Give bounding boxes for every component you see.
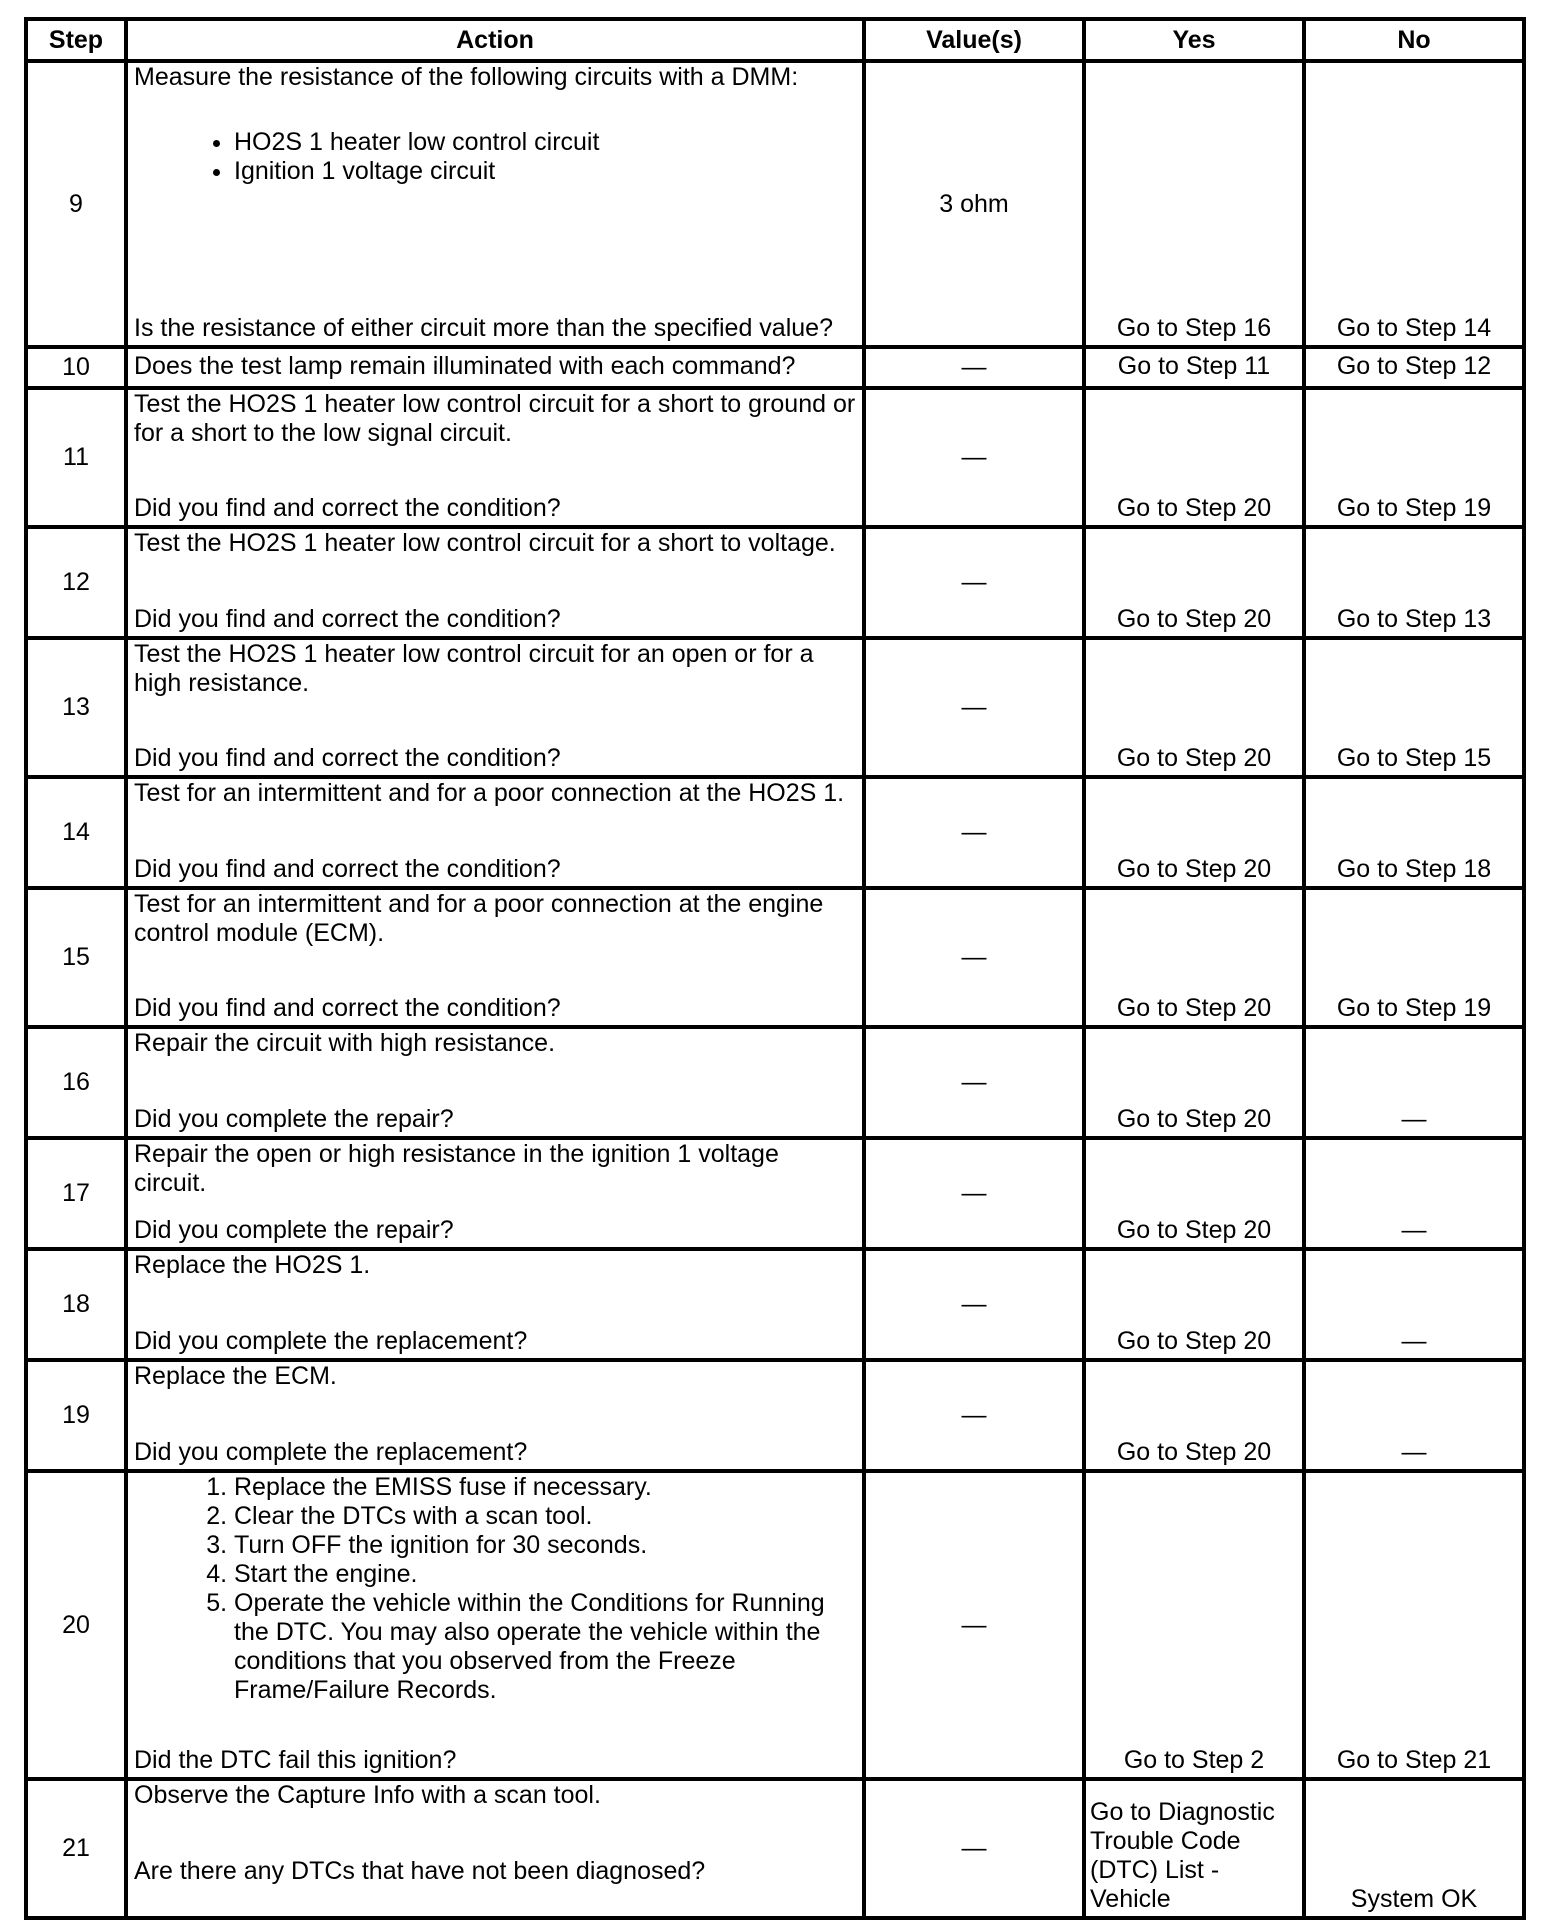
table-row — [26, 527, 1524, 638]
step-number: 13 — [26, 638, 126, 777]
value-cell: — — [864, 1249, 1084, 1360]
step-number: 11 — [26, 388, 126, 527]
value-cell: 3 ohm — [864, 61, 1084, 347]
list-item: 4. Start the engine. — [234, 1560, 856, 1589]
no-link: Go to Step 15 — [1304, 638, 1524, 777]
value-cell: — — [864, 638, 1084, 777]
yes-link: Go to Step 20 — [1084, 888, 1304, 1027]
action-cell — [126, 1779, 864, 1918]
yes-link: Go to Step 11 — [1084, 347, 1304, 388]
value-cell: — — [864, 1471, 1084, 1779]
action-text: Test for an intermittent and for a poor connection at the engine control module (ECM). — [134, 890, 824, 947]
step-number: 9 — [26, 61, 126, 347]
value-cell: — — [864, 777, 1084, 888]
yes-link: Go to Step 20 — [1084, 638, 1304, 777]
action-text: Repair the open or high resistance in the ignition 1 voltage circuit. — [134, 1140, 779, 1197]
yes-link: Go to Step 2 — [1084, 1471, 1304, 1779]
value-cell: — — [864, 1779, 1084, 1918]
list-item: • HO2S 1 heater low control circuit — [234, 128, 856, 157]
question-text: Is the resistance of either circuit more than the specified value? — [134, 314, 833, 342]
table-row — [26, 1779, 1524, 1918]
value-cell: — — [864, 888, 1084, 1027]
table-row — [26, 61, 1524, 347]
yes-link: Go to Step 16 — [1084, 61, 1304, 347]
yes-link: Go to Diagnostic Trouble Code (DTC) List - Vehicle — [1084, 1779, 1304, 1918]
list-item: 2. Clear the DTCs with a scan tool. — [234, 1502, 856, 1531]
header-no: No — [1304, 19, 1524, 61]
question-text: Did you complete the repair? — [134, 1216, 454, 1244]
value-cell: — — [864, 388, 1084, 527]
action-cell — [126, 638, 864, 777]
header-step: Step — [26, 19, 126, 61]
question-text: Did you find and correct the condition? — [134, 994, 561, 1022]
no-link: Go to Step 13 — [1304, 527, 1524, 638]
action-cell — [126, 1138, 864, 1249]
value-cell: — — [864, 347, 1084, 388]
table-row — [26, 1138, 1524, 1249]
no-link: Go to Step 12 — [1304, 347, 1524, 388]
action-cell — [126, 61, 864, 347]
action-cell — [126, 1471, 864, 1779]
no-link: Go to Step 19 — [1304, 888, 1524, 1027]
action-text: Test the HO2S 1 heater low control circuit for a short to ground or for a short to the low signal circuit. — [134, 390, 856, 447]
yes-link: Go to Step 20 — [1084, 527, 1304, 638]
action-cell — [126, 888, 864, 1027]
value-cell: — — [864, 1027, 1084, 1138]
yes-link: Go to Step 20 — [1084, 1027, 1304, 1138]
yes-link: Go to Step 20 — [1084, 388, 1304, 527]
question-text: Are there any DTCs that have not been diagnosed? — [134, 1857, 706, 1885]
action-cell — [126, 1249, 864, 1360]
action-text: Test for an intermittent and for a poor connection at the HO2S 1. — [134, 779, 845, 807]
no-link: Go to Step 19 — [1304, 388, 1524, 527]
value-cell: — — [864, 527, 1084, 638]
action-cell — [126, 1360, 864, 1471]
no-link: — — [1304, 1138, 1524, 1249]
step-number: 15 — [26, 888, 126, 1027]
no-link: System OK — [1304, 1779, 1524, 1918]
yes-link: Go to Step 20 — [1084, 1138, 1304, 1249]
step-number: 12 — [26, 527, 126, 638]
step-number: 19 — [26, 1360, 126, 1471]
question-text: Did you find and correct the condition? — [134, 855, 561, 883]
table-row — [26, 1471, 1524, 1779]
action-text: Test the HO2S 1 heater low control circuit for an open or for a high resistance. — [134, 640, 814, 697]
list-item: 3. Turn OFF the ignition for 30 seconds. — [234, 1531, 856, 1560]
action-text: Measure the resistance of the following circuits with a DMM: — [134, 63, 799, 91]
step-number: 14 — [26, 777, 126, 888]
no-link: — — [1304, 1249, 1524, 1360]
step-number: 17 — [26, 1138, 126, 1249]
no-link: Go to Step 18 — [1304, 777, 1524, 888]
list-item: • Ignition 1 voltage circuit — [234, 157, 856, 186]
action-text: Test the HO2S 1 heater low control circuit for a short to voltage. — [134, 529, 836, 557]
yes-link: Go to Step 20 — [1084, 1249, 1304, 1360]
value-cell: — — [864, 1360, 1084, 1471]
action-text: Replace the ECM. — [134, 1362, 337, 1390]
action-text: Does the test lamp remain illuminated with each command? — [134, 352, 796, 380]
action-cell — [126, 1027, 864, 1138]
table-row — [26, 1027, 1524, 1138]
action-cell — [126, 527, 864, 638]
table-row — [26, 1360, 1524, 1471]
step-number: 16 — [26, 1027, 126, 1138]
table-row — [26, 347, 1524, 388]
action-cell — [126, 777, 864, 888]
header-values: Value(s) — [864, 19, 1084, 61]
step-number: 20 — [26, 1471, 126, 1779]
value-cell: — — [864, 1138, 1084, 1249]
action-cell — [126, 388, 864, 527]
no-link: — — [1304, 1027, 1524, 1138]
diagnostic-table — [24, 17, 1526, 1920]
table-row — [26, 1249, 1524, 1360]
question-text: Did you find and correct the condition? — [134, 494, 561, 522]
table-row — [26, 638, 1524, 777]
header-row — [26, 19, 1524, 61]
header-yes: Yes — [1084, 19, 1304, 61]
list-item: 5. Operate the vehicle within the Conditions for Running the DTC. You may also operate the vehicle within the conditions that you observed from the Freeze Frame/Failure Records. — [234, 1589, 856, 1705]
question-text: Did you find and correct the condition? — [134, 605, 561, 633]
question-text: Did you find and correct the condition? — [134, 744, 561, 772]
table-row — [26, 777, 1524, 888]
question-text: Did you complete the replacement? — [134, 1438, 528, 1466]
no-link: Go to Step 14 — [1304, 61, 1524, 347]
table-row — [26, 388, 1524, 527]
no-link: — — [1304, 1360, 1524, 1471]
action-text: Replace the HO2S 1. — [134, 1251, 371, 1279]
action-text: Repair the circuit with high resistance. — [134, 1029, 556, 1057]
action-text: Observe the Capture Info with a scan tool. — [134, 1781, 601, 1809]
no-link: Go to Step 21 — [1304, 1471, 1524, 1779]
bullet-list — [134, 128, 856, 186]
step-number: 10 — [26, 347, 126, 388]
numbered-list — [134, 1473, 856, 1705]
action-cell — [126, 347, 864, 388]
yes-link: Go to Step 20 — [1084, 1360, 1304, 1471]
yes-link: Go to Step 20 — [1084, 777, 1304, 888]
question-text: Did the DTC fail this ignition? — [134, 1746, 457, 1774]
question-text: Did you complete the repair? — [134, 1105, 454, 1133]
header-action: Action — [126, 19, 864, 61]
list-item: 1. Replace the EMISS fuse if necessary. — [234, 1473, 856, 1502]
step-number: 21 — [26, 1779, 126, 1918]
table-row — [26, 888, 1524, 1027]
question-text: Did you complete the replacement? — [134, 1327, 528, 1355]
step-number: 18 — [26, 1249, 126, 1360]
